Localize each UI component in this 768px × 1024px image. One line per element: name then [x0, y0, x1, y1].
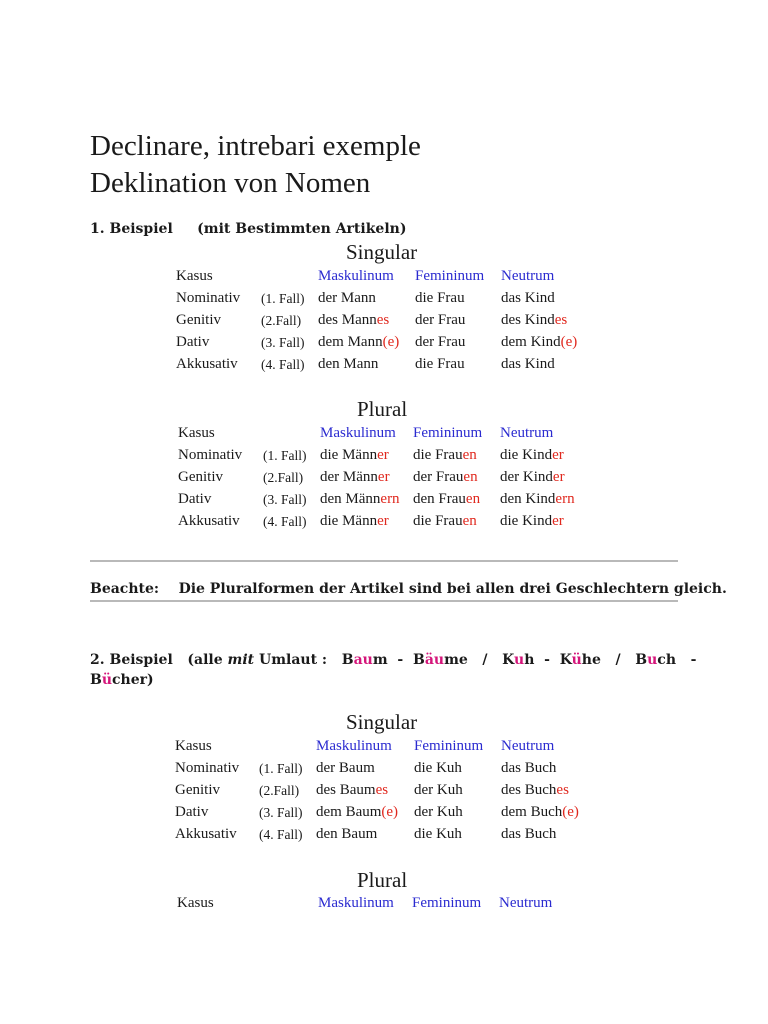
kasus-cell: Genitiv	[175, 782, 220, 798]
form-cell-f	[414, 804, 463, 821]
form-cell-m	[316, 782, 388, 799]
kasus-header: Kasus	[177, 895, 214, 911]
femininum-header: Femininum	[412, 895, 482, 911]
ending: es	[554, 312, 568, 328]
kasus-cell: Nominativ	[175, 760, 240, 776]
ending: er	[552, 513, 564, 529]
form-cell-m	[320, 513, 389, 530]
example-1-plural-title: Plural	[357, 397, 408, 421]
stem: das Buch	[501, 760, 557, 776]
kasus-cell: Nominativ	[176, 290, 241, 306]
stem: der Frau	[415, 334, 466, 350]
example-2-open: (alle	[187, 652, 223, 668]
stem: die Männ	[320, 447, 378, 463]
ending: er	[552, 447, 564, 463]
stem: des Baum	[316, 782, 376, 798]
ending: (e)	[381, 804, 399, 820]
maskulinum-header: Maskulinum	[316, 738, 392, 754]
form-cell-n	[501, 312, 567, 329]
fall-cell: (4. Fall)	[259, 827, 303, 842]
example-1-subheading: (mit Bestimmten Artikeln)	[197, 221, 407, 237]
form-cell-f	[413, 491, 480, 508]
stem: dem Kind	[501, 334, 561, 350]
stem: die Kind	[500, 447, 553, 463]
form-cell-f	[414, 826, 462, 843]
form-cell-m	[320, 447, 389, 464]
stem: der Baum	[316, 760, 375, 776]
ending: er	[377, 469, 390, 485]
ending: es	[375, 782, 389, 798]
ending: (e)	[560, 334, 578, 350]
form-cell-f	[415, 356, 465, 373]
stem: des Buch	[501, 782, 557, 798]
kasus-cell: Dativ	[178, 491, 212, 507]
form-cell-m	[316, 804, 398, 821]
ending: er	[552, 469, 565, 485]
neutrum-header: Neutrum	[501, 268, 555, 284]
dash: -	[544, 652, 550, 668]
stem: die Männ	[320, 513, 378, 529]
stem: die Kuh	[414, 760, 462, 776]
example-2-label: 2. Beispiel	[90, 652, 173, 668]
form-cell-n	[501, 760, 556, 777]
kasus-cell: Dativ	[175, 804, 209, 820]
stem: der Frau	[413, 469, 464, 485]
stem: der Männ	[320, 469, 378, 485]
word-buch: Buch	[635, 652, 676, 668]
note-label: Beachte:	[90, 581, 160, 597]
fall-cell: (2.Fall)	[263, 470, 304, 485]
note-text: Die Pluralformen der Artikel sind bei allen drei Geschlechtern gleich.	[178, 581, 727, 597]
example-1-heading	[90, 221, 406, 237]
neutrum-header: Neutrum	[499, 895, 553, 911]
form-cell-n	[501, 826, 556, 843]
form-cell-n	[501, 782, 569, 799]
kasus-cell: Genitiv	[178, 469, 223, 485]
femininum-header: Femininum	[414, 738, 484, 754]
divider-top	[90, 560, 678, 562]
fall-cell: (1. Fall)	[263, 448, 307, 463]
example-2-mit: mit	[227, 652, 255, 668]
kasus-cell: Nominativ	[178, 447, 243, 463]
form-cell-f	[413, 447, 477, 464]
stem: den Mann	[318, 356, 379, 372]
femininum-header: Femininum	[415, 268, 485, 284]
dash: -	[397, 652, 404, 668]
stem: das Kind	[501, 356, 555, 372]
stem: den Baum	[316, 826, 378, 842]
ending: en	[462, 447, 477, 463]
page-title-line-2: Deklination von Nomen	[90, 167, 371, 199]
form-cell-f	[415, 312, 465, 329]
note	[90, 581, 727, 597]
ending: ern	[555, 491, 575, 507]
stem: der Kind	[500, 469, 553, 485]
form-cell-f	[414, 782, 463, 799]
form-cell-m	[318, 312, 389, 329]
maskulinum-header: Maskulinum	[318, 895, 394, 911]
stem: den Kind	[500, 491, 556, 507]
form-cell-f	[414, 760, 462, 777]
word-baeume: Bäume	[412, 652, 468, 668]
stem: dem Buch	[501, 804, 563, 820]
slash: /	[482, 652, 488, 668]
stem: dem Mann	[318, 334, 383, 350]
form-cell-f	[413, 513, 477, 530]
fall-cell: (1. Fall)	[259, 761, 303, 776]
stem: des Kind	[501, 312, 555, 328]
kasus-header: Kasus	[176, 268, 213, 284]
stem: die Frau	[413, 513, 463, 529]
form-cell-m	[316, 826, 377, 843]
form-cell-n	[501, 356, 555, 373]
kasus-cell: Akkusativ	[176, 356, 238, 372]
femininum-header: Femininum	[413, 425, 483, 441]
stem: der Kuh	[414, 804, 463, 820]
example-2-umlaut: Umlaut :	[259, 652, 328, 668]
ending: en	[462, 513, 477, 529]
stem: den Männ	[320, 491, 381, 507]
stem: die Kuh	[414, 826, 462, 842]
fall-cell: (3. Fall)	[263, 492, 307, 507]
stem: das Buch	[501, 826, 557, 842]
word-kuehe: Kühe	[559, 652, 601, 668]
form-cell-f	[415, 334, 465, 351]
ending: es	[376, 312, 390, 328]
fall-cell: (2.Fall)	[259, 783, 300, 798]
fall-cell: (2.Fall)	[261, 313, 302, 328]
ending: en	[463, 469, 478, 485]
fall-cell: (3. Fall)	[261, 335, 305, 350]
slash: /	[615, 652, 621, 668]
kasus-header: Kasus	[175, 738, 212, 754]
divider-bottom	[90, 600, 678, 602]
dash: -	[690, 652, 697, 668]
kasus-cell: Genitiv	[176, 312, 221, 328]
fall-cell: (1. Fall)	[261, 291, 305, 306]
stem: der Kuh	[414, 782, 463, 798]
ending: (e)	[382, 334, 400, 350]
form-cell-n	[500, 513, 564, 530]
stem: den Frau	[413, 491, 466, 507]
maskulinum-header: Maskulinum	[318, 268, 394, 284]
ending: ern	[380, 491, 400, 507]
example-2-heading	[90, 652, 696, 668]
stem: der Mann	[318, 290, 376, 306]
form-cell-m	[318, 334, 399, 351]
form-cell-f	[413, 469, 478, 486]
ending: (e)	[562, 804, 579, 820]
form-cell-n	[500, 447, 564, 464]
word-kuh: Kuh	[502, 652, 535, 668]
stem: dem Baum	[316, 804, 382, 820]
form-cell-m	[316, 760, 375, 777]
page-title-line-1: Declinare, intrebari exemple	[90, 130, 421, 162]
form-cell-m	[320, 469, 390, 486]
ending: er	[377, 513, 389, 529]
stem: die Kind	[500, 513, 553, 529]
fall-cell: (3. Fall)	[259, 805, 303, 820]
example-1-label: 1. Beispiel	[90, 221, 173, 237]
stem: des Mann	[318, 312, 377, 328]
stem: die Frau	[415, 290, 465, 306]
fall-cell: (4. Fall)	[261, 357, 305, 372]
example-2-plural-title: Plural	[357, 868, 408, 892]
word-buecher: Bücher)	[90, 672, 154, 688]
stem: die Frau	[415, 356, 465, 372]
form-cell-m	[318, 356, 378, 373]
example-1-singular-title: Singular	[346, 240, 418, 264]
kasus-cell: Akkusativ	[175, 826, 237, 842]
form-cell-n	[501, 290, 555, 307]
form-cell-n	[500, 491, 575, 508]
kasus-header: Kasus	[178, 425, 215, 441]
kasus-cell: Akkusativ	[178, 513, 240, 529]
stem: das Kind	[501, 290, 555, 306]
form-cell-f	[415, 290, 465, 307]
word-baum: Baum	[341, 652, 388, 668]
form-cell-n	[500, 469, 565, 486]
form-cell-n	[501, 804, 579, 821]
kasus-cell: Dativ	[176, 334, 210, 350]
ending: en	[465, 491, 481, 507]
stem: der Frau	[415, 312, 466, 328]
neutrum-header: Neutrum	[500, 425, 554, 441]
ending: er	[377, 447, 389, 463]
ending: es	[556, 782, 569, 798]
neutrum-header: Neutrum	[501, 738, 555, 754]
stem: die Frau	[413, 447, 463, 463]
form-cell-m	[318, 290, 376, 307]
example-2-singular-title: Singular	[346, 710, 418, 734]
maskulinum-header: Maskulinum	[320, 425, 396, 441]
form-cell-n	[501, 334, 577, 351]
fall-cell: (4. Fall)	[263, 514, 307, 529]
form-cell-m	[320, 491, 400, 508]
